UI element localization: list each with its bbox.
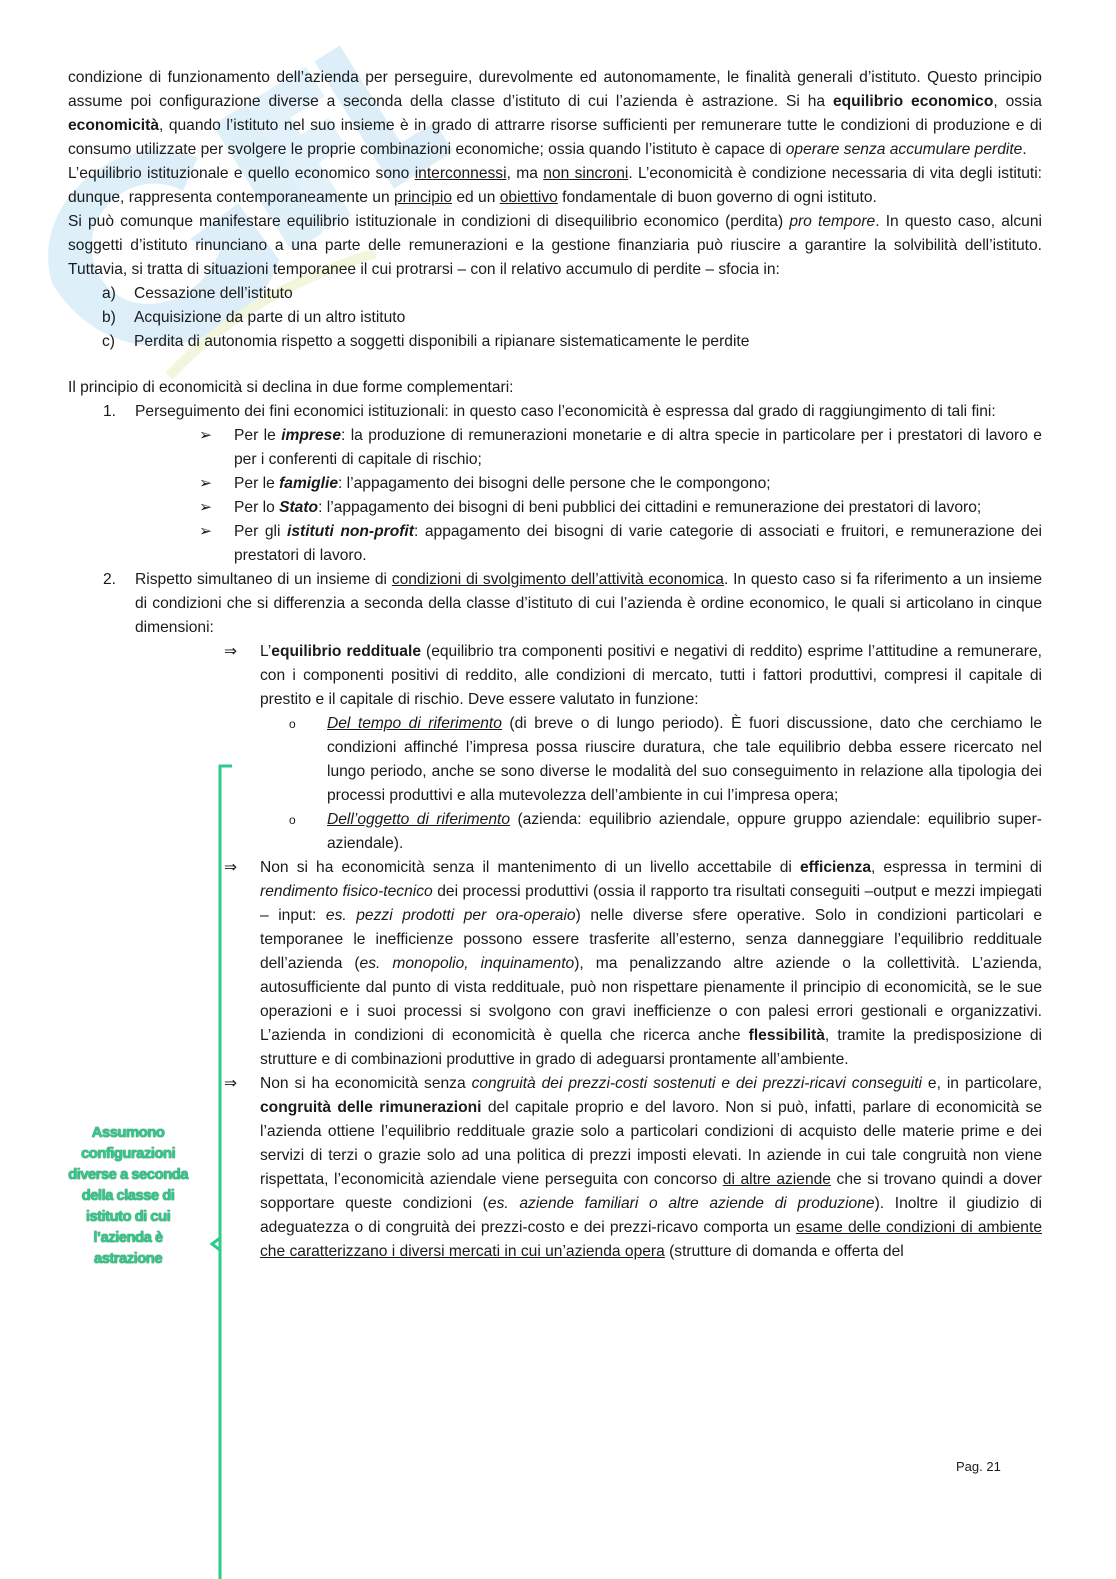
circle-bullet-icon: o bbox=[289, 717, 296, 731]
list-item: c) Perdita di autonomia rispetto a soggetti disponibili a ripianare sistematicamente le perdite bbox=[102, 333, 750, 350]
arrow-item: ⇒ L’equilibrio reddituale (equilibrio tra componenti positivi e negativi di reddito) esprime l’attitudine a remunerare, con i componenti positivi di reddito, alle condizioni di mercato, tutti i fattori produttivi, compresi il capitale di prestito e il capitale di rischio. Deve essere valutato in funzione: bbox=[224, 640, 1042, 712]
bullet-item: ➢ Per lo Stato: l’appagamento dei bisogni di beni pubblici dei cittadini e remunerazione dei prestatori di lavoro; bbox=[199, 496, 1042, 520]
arrow-item: ⇒ Non si ha economicità senza congruità dei prezzi-costi sostenuti e dei prezzi-ricavi conseguiti e, in particolare, congruità delle rimunerazioni del capitale proprio e del lavoro. Non si può, infatti, parlare di economicità se l’azienda ottiene l’equilibrio reddituale grazie solo a particolari condizioni di acquisto delle materie prime e dei servizi di terzi o grazie solo ad una politica di prezzi imposti elevati. In aziende in cui tale congruità non viene rispettata, l’economicità aziendale viene perseguita con concorso di altre aziende che si trovano quindi a dover sopportare queste condizioni (es. aziende familiari o altre aziende di produzione). Inoltre il giudizio di adeguatezza o di congruità dei prezzi-costo e dei prezzi-ricavo comporta un esame delle condizioni di ambiente che caratterizzano i diversi mercati in cui un’azienda opera (strutture di domanda e offerta del bbox=[224, 1072, 1042, 1264]
bullet-item: ➢ Per le famiglie: l’appagamento dei bisogni delle persone che le compongono; bbox=[199, 472, 1042, 496]
body-text bbox=[68, 66, 1042, 1264]
paragraph: condizione di funzionamento dell’azienda per perseguire, durevolmente ed autonomamente, le finalità generali d’istituto. Questo principio assume poi configurazione diverse a seconda della classe d’istituto di cui l’azienda è astrazione. Si ha equilibrio economico, ossia economicità, quando l’istituto nel suo insieme è in grado di attrarre risorse sufficienti per remunerare tutte le condizioni di produzione e di consumo utilizzate per svolgere le proprie combinazioni economiche; ossia quando l’istituto è capace di operare senza accumulare perdite. bbox=[68, 69, 1042, 158]
arrowhead-bullet-icon: ➢ bbox=[199, 523, 213, 540]
double-arrow-icon: ⇒ bbox=[224, 643, 238, 660]
double-arrow-icon: ⇒ bbox=[224, 1075, 238, 1092]
list-item: b) Acquisizione da parte di un altro istituto bbox=[102, 309, 406, 326]
alpha-list bbox=[68, 282, 1042, 354]
arrowhead-bullet-icon: ➢ bbox=[199, 475, 213, 492]
side-annotation: Assumono configurazioni diverse a seconda della classe di istituto di cui l’azienda è astrazione bbox=[68, 1124, 188, 1267]
bullet-item: ➢ Per le imprese: la produzione di remunerazioni monetarie e di altra specie in particolare per i prestatori di lavoro e per i conferenti di capitale di rischio; bbox=[199, 424, 1042, 472]
numbered-item-2: 2. Rispetto simultaneo di un insieme di condizioni di svolgimento dell’attività economica. In questo caso si fa riferimento a un insieme di condizioni che si differenzia a seconda della classe d’istituto di cui l’azienda è ordine economico, le quali si articolano in cinque dimensioni: bbox=[103, 571, 1042, 636]
numbered-item-1: 1. Perseguimento dei fini economici istituzionali: in questo caso l’economicità è espressa dal grado di raggiungimento di tali fini: bbox=[103, 403, 996, 420]
paragraph: Si può comunque manifestare equilibrio istituzionale in condizioni di disequilibrio economico (perdita) pro tempore. In questo caso, alcuni soggetti d’istituto rinunciano a una parte delle remunerazioni e la gestione finanziaria può riuscire a garantire la solvibilità dell’istituto. Tuttavia, si tratta di situazioni temporanee il cui protrarsi – con il relativo accumulo di perdite – sfocia in: bbox=[68, 213, 1042, 278]
paragraph: L’equilibrio istituzionale e quello economico sono interconnessi, ma non sincroni. L’economicità è condizione necessaria di vita degli istituti: dunque, rappresenta contemporaneamente un principio ed un obiettivo fondamentale di buon governo di ogni istituto. bbox=[68, 165, 1042, 206]
arrowhead-bullet-icon: ➢ bbox=[199, 499, 213, 516]
list-item: a) Cessazione dell’istituto bbox=[102, 285, 293, 302]
arrowhead-bullet-icon: ➢ bbox=[199, 427, 213, 444]
page-number: Pag. 21 bbox=[956, 1459, 1001, 1474]
double-arrow-icon: ⇒ bbox=[224, 859, 238, 876]
paragraph: Il principio di economicità si declina in due forme complementari: bbox=[68, 379, 514, 396]
sub-item: o Del tempo di riferimento (di breve o di lungo periodo). È fuori discussione, dato che cerchiamo le condizioni affinché l’impresa possa riuscire duratura, che tale equilibrio debba essere ricercato nel lungo periodo, anche se sono diverse le modalità del suo conseguimento in relazione alla tipologia dei processi produttivi e alla mutevolezza dell’ambiente in cui l’impresa opera; bbox=[289, 712, 1042, 808]
bullet-item: ➢ Per gli istituti non-profit: appagamento dei bisogni di varie categorie di associati e fruitori, e remunerazione dei prestatori di lavoro. bbox=[199, 520, 1042, 568]
circle-bullet-icon: o bbox=[289, 813, 296, 827]
sub-item: o Dell’oggetto di riferimento (azienda: equilibrio aziendale, oppure gruppo aziendale: equilibrio super-aziendale). bbox=[289, 808, 1042, 856]
arrow-item: ⇒ Non si ha economicità senza il mantenimento di un livello accettabile di efficienza, espressa in termini di rendimento fisico-tecnico dei processi produttivi (ossia il rapporto tra risultati conseguiti –output e mezzi impiegati – input: es. pezzi prodotti per ora-operaio) nelle diverse sfere operative. Solo in condizioni particolari e temporanee le inefficienze possono essere trasferite all’esterno, senza danneggiare l’equilibrio reddituale dell’azienda (es. monopolio, inquinamento), ma penalizzando altre aziende o la collettività. L’azienda, autosufficiente dal punto di vista reddituale, può non rispettare pienamente il principio di economicità, se le sue operazioni e i suoi processi si svolgono con gravi inefficienze o con palesi errori gestionali e organizzativi. L’azienda in condizioni di economicità è quella che ricerca anche flessibilità, tramite la predisposizione di strutture e di combinazioni produttive in grado di adeguarsi prontamente all’ambiente. bbox=[224, 856, 1042, 1072]
